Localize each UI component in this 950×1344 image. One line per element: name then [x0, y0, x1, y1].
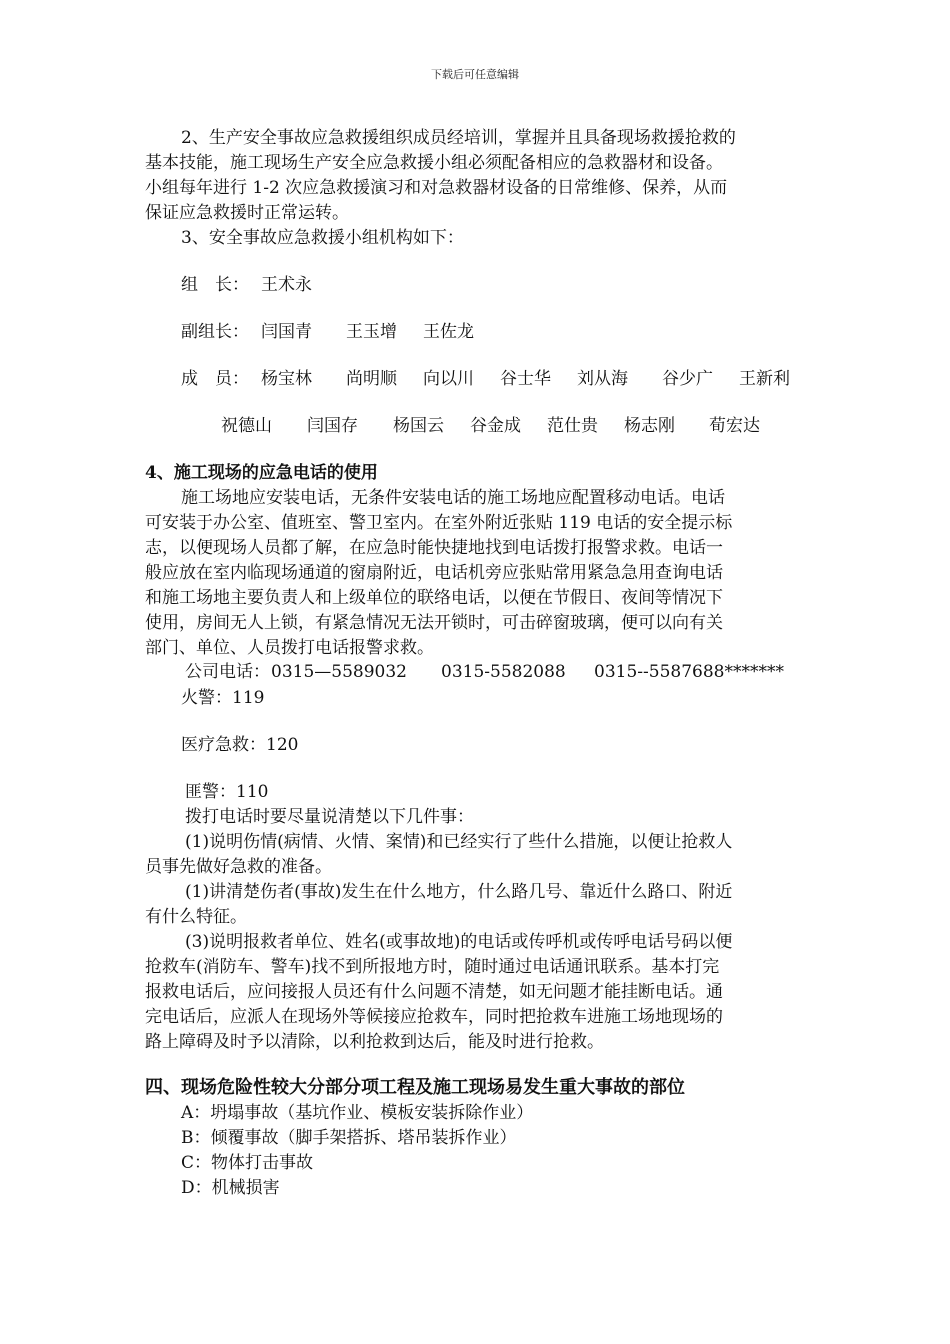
member-name: 范仕贵	[547, 416, 598, 436]
member-name: 杨志刚	[624, 416, 675, 436]
call-item-line: 有什么特征。	[145, 907, 247, 927]
call-item-line: 员事先做好急救的准备。	[145, 857, 332, 877]
page-header: 下载后可任意编辑	[431, 68, 519, 81]
company-phone: 0315—5589032	[271, 662, 407, 682]
section4-line: 部门、单位、人员拨打电话报警求救。	[145, 638, 434, 658]
member-name: 王新利	[739, 369, 790, 389]
company-phone-label: 公司电话：	[185, 662, 270, 682]
section-four-title: 四、现场危险性较大分部分项工程及施工现场易发生重大事故的部位	[145, 1077, 685, 1098]
section4-line: 使用，房间无人上锁，有紧急情况无法开锁时，可击碎窗玻璃，便可以向有关	[145, 613, 723, 633]
company-phone: 0315-5582088	[441, 662, 566, 682]
fire-phone: 火警：119	[181, 688, 265, 708]
deputy-name: 王玉增	[346, 322, 397, 342]
member-name: 尚明顺	[346, 369, 397, 389]
para2-line: 小组每年进行 1-2 次应急救援演习和对急救器材设备的日常维修、保养，从而	[145, 178, 728, 198]
leader-label: 组 长：	[181, 275, 249, 295]
section4-line: 志，以便现场人员都了解，在应急时能快捷地找到电话拨打报警求救。电话一	[145, 538, 723, 558]
members-label: 成 员：	[181, 369, 249, 389]
member-name: 谷士华	[500, 369, 551, 389]
para2-line: 2、生产安全事故应急救援组织成员经培训，掌握并且具备现场救援抢救的	[181, 128, 736, 148]
member-name: 祝德山	[221, 416, 272, 436]
section4-line: 施工场地应安装电话，无条件安装电话的施工场地应配置移动电话。电话	[181, 488, 725, 508]
para2-line: 基本技能，施工现场生产安全应急救援小组必须配备相应的急救器材和设备。	[145, 153, 723, 173]
member-name: 谷少广	[662, 369, 713, 389]
section4-title: 4、施工现场的应急电话的使用	[145, 463, 378, 483]
call-item-line: 抢救车(消防车、警车)找不到所报地方时，随时通过电话通讯联系。基本打完	[145, 957, 720, 977]
member-name: 刘从海	[577, 369, 628, 389]
company-phone: 0315--5587688*******	[594, 662, 784, 682]
deputy-name: 王佐龙	[423, 322, 474, 342]
para2-line: 保证应急救援时正常运转。	[145, 203, 349, 223]
call-item-line: (1)讲清楚伤者(事故)发生在什么地方，什么路几号、靠近什么路口、附近	[185, 882, 733, 902]
member-name: 荀宏达	[709, 416, 760, 436]
para3: 3、安全事故应急救援小组机构如下：	[181, 228, 464, 248]
leader-name: 王术永	[261, 275, 312, 295]
call-intro: 拨打电话时要尽量说清楚以下几件事：	[185, 807, 474, 827]
member-name: 向以川	[423, 369, 474, 389]
medical-phone: 医疗急救：120	[181, 735, 299, 755]
member-name: 杨宝林	[261, 369, 312, 389]
deputy-label: 副组长：	[181, 322, 249, 342]
hazard-item: B：倾覆事故（脚手架搭拆、塔吊装拆作业）	[181, 1128, 517, 1148]
member-name: 杨国云	[393, 416, 444, 436]
call-item-line: 报救电话后，应问接报人员还有什么问题不清楚，如无问题才能挂断电话。通	[145, 982, 723, 1002]
section4-line: 可安装于办公室、值班室、警卫室内。在室外附近张贴 119 电话的安全提示标	[145, 513, 733, 533]
section4-line: 般应放在室内临现场通道的窗扇附近，电话机旁应张贴常用紧急急用查询电话	[145, 563, 723, 583]
deputy-name: 闫国青	[261, 322, 312, 342]
hazard-item: A：坍塌事故（基坑作业、模板安装拆除作业）	[181, 1103, 534, 1123]
call-item-line: 完电话后，应派人在现场外等候接应抢救车，同时把抢救车进施工场地现场的	[145, 1007, 723, 1027]
hazard-item: C：物体打击事故	[181, 1153, 314, 1173]
police-phone: 匪警：110	[185, 782, 269, 802]
member-name: 谷金成	[470, 416, 521, 436]
call-item-line: (3)说明报救者单位、姓名(或事故地)的电话或传呼机或传呼电话号码以便	[185, 932, 733, 952]
section4-line: 和施工场地主要负责人和上级单位的联络电话，以便在节假日、夜间等情况下	[145, 588, 723, 608]
call-item-line: (1)说明伤情(病情、火情、案情)和已经实行了些什么措施，以便让抢救人	[185, 832, 733, 852]
member-name: 闫国存	[307, 416, 358, 436]
call-item-line: 路上障碍及时予以清除，以利抢救到达后，能及时进行抢救。	[145, 1032, 604, 1052]
hazard-item: D：机械损害	[181, 1178, 280, 1198]
